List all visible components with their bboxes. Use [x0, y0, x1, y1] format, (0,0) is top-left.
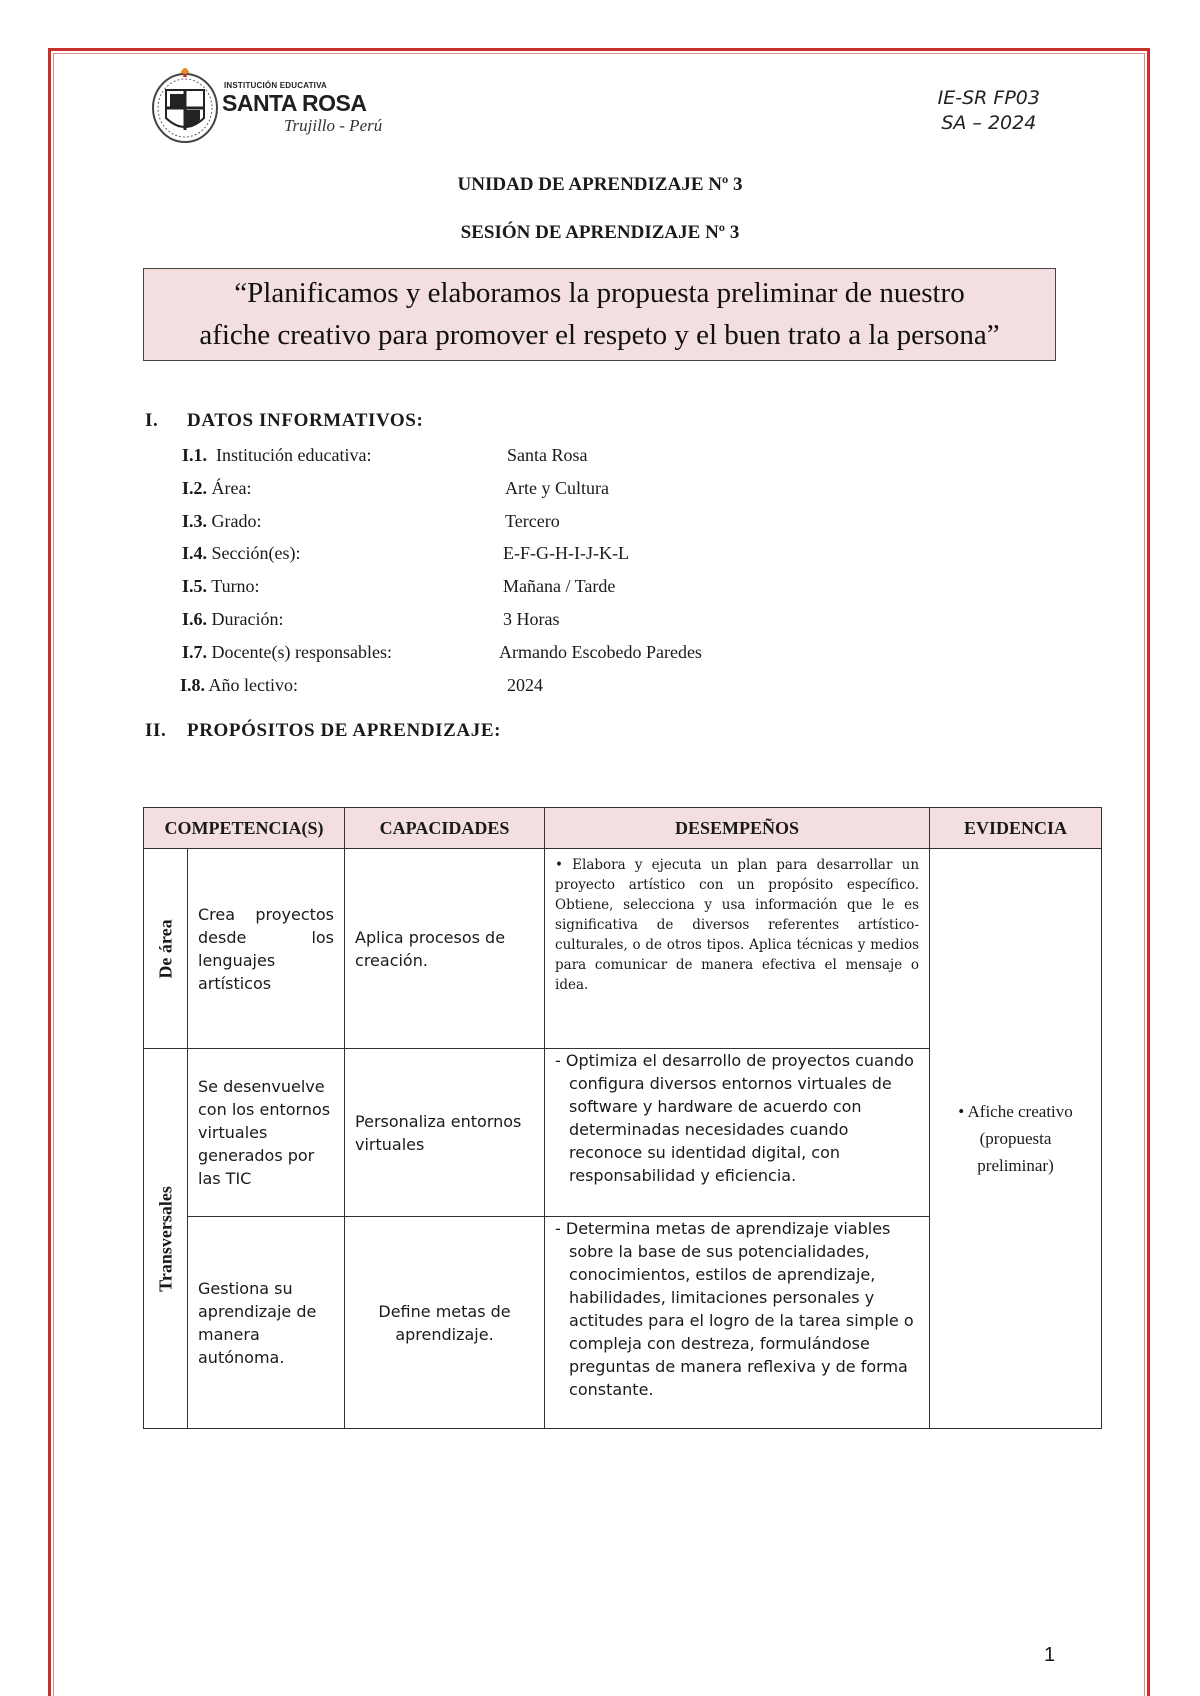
- session-name-line1: “Planificamos y elaboramos la propuesta preliminar de nuestro: [234, 277, 965, 309]
- info-label: Duración:: [211, 609, 284, 629]
- page-number: 1: [1044, 1644, 1056, 1666]
- section-propositos: [145, 720, 501, 742]
- school-logo: [150, 60, 400, 150]
- group-label-text: Transversales: [155, 1185, 175, 1292]
- capacidad-cell: Define metas de aprendizaje.: [345, 1217, 545, 1429]
- unit-title: UNIDAD DE APRENDIZAJE Nº 3: [457, 174, 743, 195]
- capacidad-cell: Personaliza entornos virtuales: [345, 1049, 545, 1217]
- info-value: Tercero: [505, 511, 560, 531]
- desempeno-cell: • Elabora y ejecuta un plan para desarrollar un proyecto artístico con un propósito específico. Obtiene, selecciona y usa información que le es significativa de diversos referentes artístico-culturales, o de otros tipos. Aplica técnicas y medios para comunicar de manera efectiva el mensaje o idea.: [545, 849, 930, 1049]
- info-value: Santa Rosa: [507, 445, 588, 465]
- info-value: 2024: [507, 675, 543, 695]
- table-row: [144, 849, 1102, 1049]
- session-title: SESIÓN DE APRENDIZAJE Nº 3: [460, 222, 740, 243]
- session-name-box: [143, 268, 1056, 361]
- learning-purposes-table: [143, 807, 1101, 1429]
- header-desempenos: DESEMPEÑOS: [545, 808, 930, 849]
- section-title: DATOS INFORMATIVOS:: [187, 410, 424, 431]
- info-label: Área:: [211, 478, 252, 498]
- info-value: Armando Escobedo Paredes: [499, 642, 702, 662]
- info-label: Docente(s) responsables:: [211, 642, 392, 662]
- info-value: 3 Horas: [503, 609, 560, 629]
- header-capacidades: CAPACIDADES: [345, 808, 545, 849]
- group-label-transversales: [144, 1049, 188, 1429]
- competencia-cell: Se desenvuelve con los entornos virtuales generados por las TIC: [188, 1049, 345, 1217]
- info-number: I.1.: [182, 445, 208, 465]
- desempeno-text: - Determina metas de aprendizaje viables sobre la base de sus potencialidades, conocimientos, estilos de aprendizaje, habilidades, limitaciones personales y actitudes para el logro de la tarea simple o compleja con destreza, formulándose preguntas de manera reflexiva y de forma constante.: [555, 1219, 914, 1399]
- evidencia-cell: [930, 849, 1102, 1429]
- info-number: I.6.: [182, 609, 208, 629]
- crest-icon: [150, 60, 220, 150]
- logo-pretext: INSTITUCIÓN EDUCATIVA: [224, 81, 328, 90]
- info-value: Mañana / Tarde: [503, 576, 616, 596]
- desempeno-cell: [545, 1049, 930, 1217]
- info-label: Institución educativa:: [216, 445, 372, 465]
- info-label: Grado:: [211, 511, 262, 531]
- competencia-cell: Gestiona su aprendizaje de manera autónoma.: [188, 1217, 345, 1429]
- evidencia-text: • Afiche creativo (propuesta preliminar): [958, 1102, 1073, 1175]
- document-code-line2: SA – 2024: [941, 112, 1037, 134]
- info-label: Turno:: [211, 576, 260, 596]
- info-number: I.2.: [182, 478, 208, 498]
- group-label-text: De área: [155, 918, 175, 979]
- header-evidencia: EVIDENCIA: [930, 808, 1102, 849]
- info-label: Sección(es):: [211, 543, 301, 563]
- session-name-line2: afiche creativo para promover el respeto y el buen trato a la persona”: [199, 319, 1000, 351]
- logo-name: SANTA ROSA: [222, 90, 367, 116]
- competencia-cell: Crea proyectos desde los lenguajes artísticos: [188, 849, 345, 1049]
- info-number: I.4.: [182, 543, 208, 563]
- info-number: I.7.: [182, 642, 208, 662]
- header-competencias: COMPETENCIA(S): [144, 808, 345, 849]
- info-number: I.5.: [182, 576, 208, 596]
- section-datos-informativos: [145, 410, 423, 432]
- info-label: Año lectivo:: [208, 675, 299, 695]
- desempeno-text: - Optimiza el desarrollo de proyectos cuando configura diversos entornos virtuales de software y hardware de acuerdo con determinadas necesidades cuando reconoce su identidad digital, con responsabilidad y eficiencia.: [555, 1051, 914, 1185]
- info-number: I.8.: [180, 675, 206, 695]
- table-header-row: [144, 808, 1102, 849]
- info-number: I.3.: [182, 511, 208, 531]
- section-number: I.: [145, 410, 159, 431]
- info-value: E-F-G-H-I-J-K-L: [503, 543, 629, 563]
- document-code-line1: IE-SR FP03: [937, 87, 1040, 109]
- document-code: [938, 86, 1040, 136]
- section-number: II.: [145, 720, 167, 741]
- section-title: PROPÓSITOS DE APRENDIZAJE:: [187, 720, 502, 741]
- capacidad-cell: Aplica procesos de creación.: [345, 849, 545, 1049]
- logo-city: Trujillo - Perú: [284, 116, 383, 135]
- group-label-de-area: [144, 849, 188, 1049]
- desempeno-cell: [545, 1217, 930, 1429]
- info-value: Arte y Cultura: [505, 478, 609, 498]
